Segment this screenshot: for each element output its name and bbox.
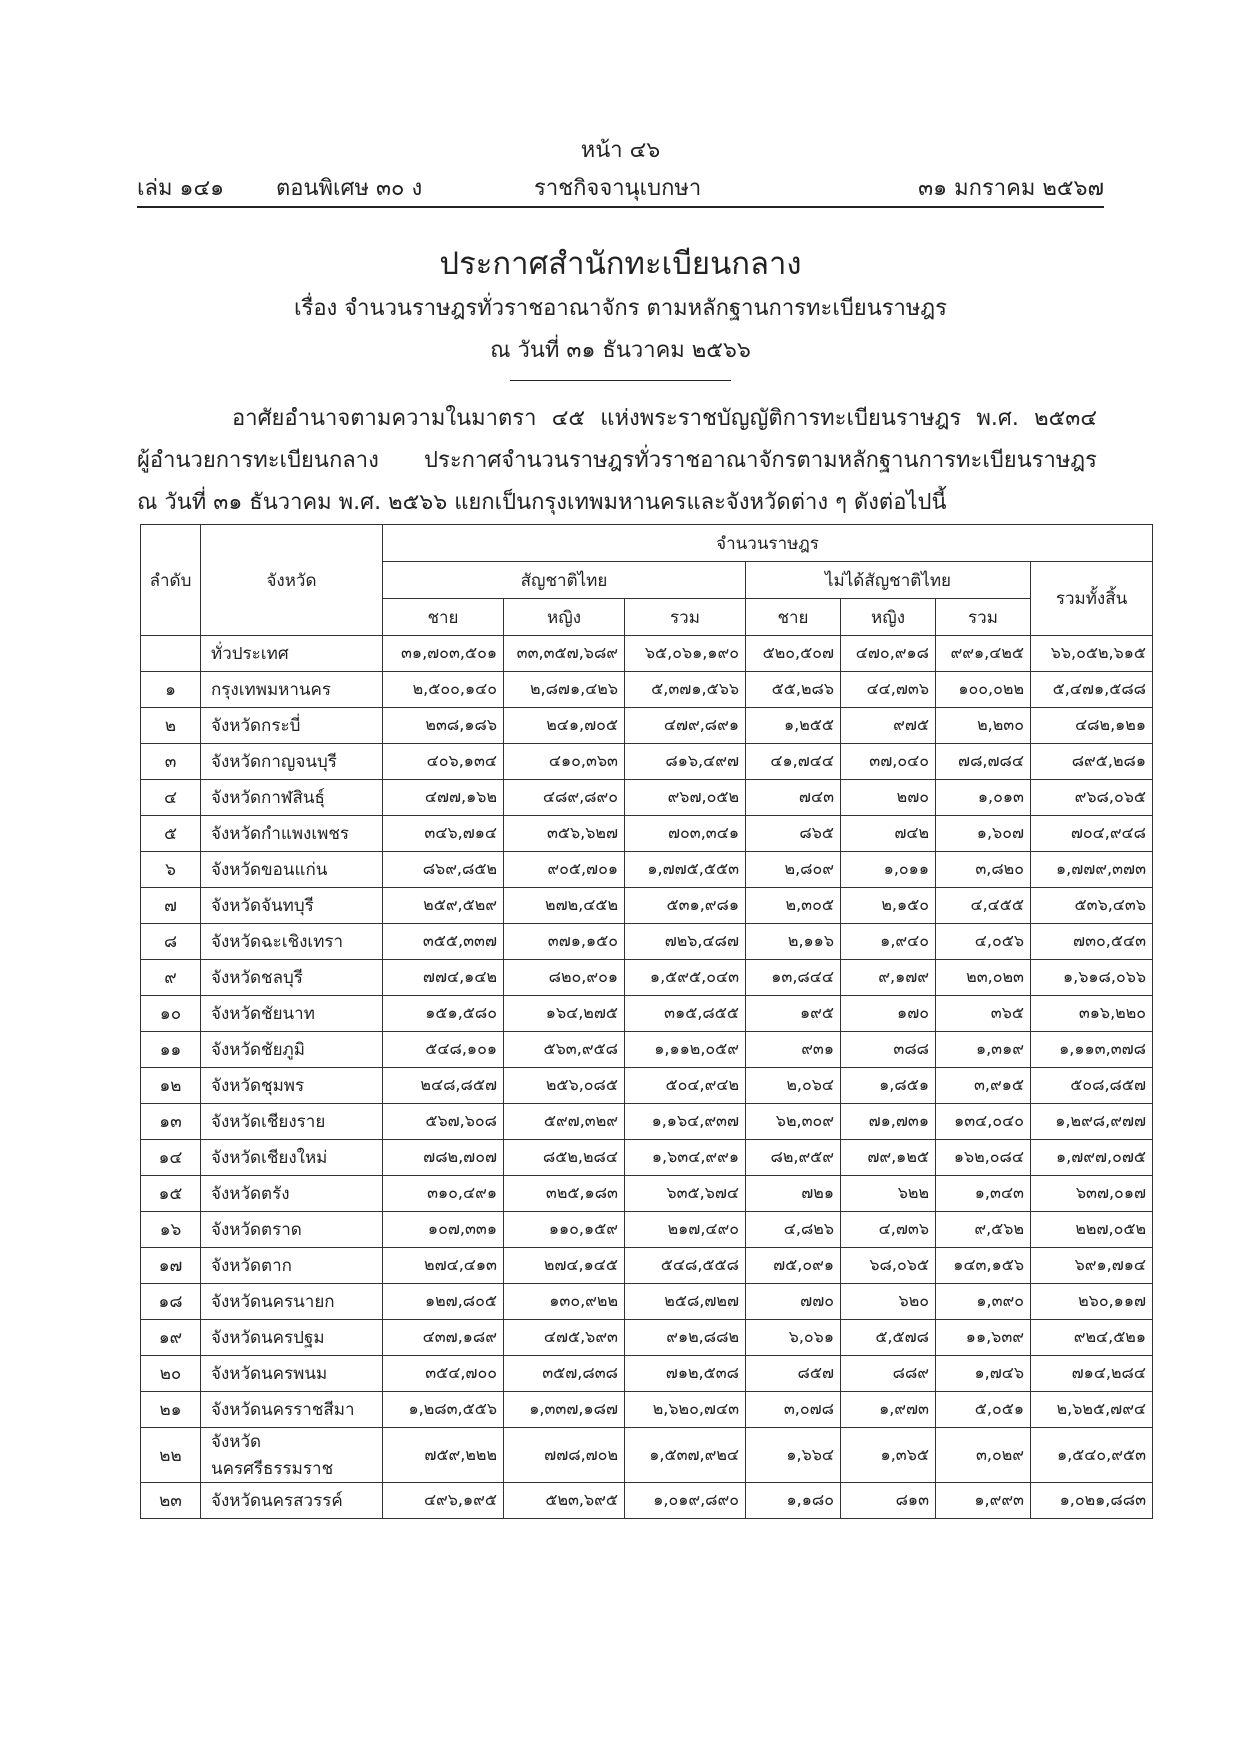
row-province: จังหวัดชัยภูมิ [201,1032,383,1068]
row-order: ๔ [141,780,201,816]
grand-total-cell: ๑,๗๗๙,๓๗๓ [1031,852,1153,888]
non-thai-male-cell: ๓,๐๗๘ [746,1392,841,1428]
non-thai-female-cell: ๑,๘๕๑ [841,1068,936,1104]
non-thai-female-cell: ๑,๓๖๕ [841,1428,936,1483]
non-thai-female-cell: ๙,๑๗๙ [841,960,936,996]
non-thai-female-cell: ๑,๐๑๑ [841,852,936,888]
row-order: ๑๖ [141,1212,201,1248]
row-order: ๗ [141,888,201,924]
non-thai-male-cell: ๙๓๑ [746,1032,841,1068]
row-province: กรุงเทพมหานคร [201,672,383,708]
thai-total-cell: ๕๓๑,๙๘๑ [625,888,746,924]
thai-male-cell: ๔๙๖,๑๙๕ [383,1483,504,1519]
thai-male-cell: ๒๓๘,๑๘๖ [383,708,504,744]
gazette-name: ราชกิจจานุเบกษา [534,176,702,201]
row-order: ๑๐ [141,996,201,1032]
thai-total-cell: ๗๒๖,๔๘๗ [625,924,746,960]
announcement-body [137,398,1097,524]
thai-male-cell: ๑,๒๘๓,๕๕๖ [383,1392,504,1428]
grand-total-cell: ๑,๐๒๑,๘๘๓ [1031,1483,1153,1519]
table-row [141,1320,1153,1356]
non-thai-male-cell: ๘๖๕ [746,816,841,852]
grand-total-cell: ๑,๕๔๐,๙๕๓ [1031,1428,1153,1483]
row-order [141,636,201,672]
non-thai-male-cell: ๗๔๓ [746,780,841,816]
thai-total-cell: ๗๑๒,๕๓๘ [625,1356,746,1392]
thai-male-cell: ๒๔๘,๘๕๗ [383,1068,504,1104]
header-province: จังหวัด [201,525,383,636]
announcement-date: ณ วันที่ ๓๑ ธันวาคม ๒๕๖๖ [490,338,751,363]
non-thai-male-cell: ๔๑,๗๔๔ [746,744,841,780]
grand-total-cell: ๑,๖๑๘,๐๖๖ [1031,960,1153,996]
table-row [141,1428,1153,1483]
non-thai-female-cell: ๙๗๕ [841,708,936,744]
non-thai-total-cell: ๔,๐๕๖ [936,924,1031,960]
non-thai-total-cell: ๙,๕๖๒ [936,1212,1031,1248]
row-province: จังหวัดตาก [201,1248,383,1284]
thai-male-cell: ๕๖๗,๖๐๘ [383,1104,504,1140]
thai-male-cell: ๘๖๙,๘๕๒ [383,852,504,888]
thai-male-cell: ๗๕๙,๒๒๒ [383,1428,504,1483]
grand-total-cell: ๓๑๖,๒๒๐ [1031,996,1153,1032]
row-order: ๑๙ [141,1320,201,1356]
table-row [141,1356,1153,1392]
header-non-thai-male: ชาย [746,599,841,636]
grand-total-cell: ๒๖๐,๑๑๗ [1031,1284,1153,1320]
table-row [141,1212,1153,1248]
header-thai: สัญชาติไทย [383,562,746,599]
population-table [140,524,1153,1519]
row-province: จังหวัดนครราชสีมา [201,1392,383,1428]
row-province: จังหวัดขอนแก่น [201,852,383,888]
thai-female-cell: ๗๗๘,๗๐๒ [504,1428,625,1483]
non-thai-total-cell: ๗๘,๗๘๔ [936,744,1031,780]
thai-female-cell: ๑๖๔,๒๗๕ [504,996,625,1032]
non-thai-total-cell: ๑,๙๙๓ [936,1483,1031,1519]
thai-total-cell: ๒,๖๒๐,๗๔๓ [625,1392,746,1428]
thai-female-cell: ๒๗๔,๑๔๕ [504,1248,625,1284]
grand-total-cell: ๙๒๔,๕๒๑ [1031,1320,1153,1356]
row-order: ๒๑ [141,1392,201,1428]
header-non-thai: ไม่ได้สัญชาติไทย [746,562,1031,599]
thai-total-cell: ๖๕,๐๖๑,๑๙๐ [625,636,746,672]
thai-total-cell: ๔๗๙,๘๙๑ [625,708,746,744]
thai-total-cell: ๖๓๕,๖๗๔ [625,1176,746,1212]
thai-female-cell: ๓๒๕,๑๘๓ [504,1176,625,1212]
thai-male-cell: ๓๑,๗๐๓,๕๐๑ [383,636,504,672]
row-order: ๑๘ [141,1284,201,1320]
thai-female-cell: ๑,๓๓๗,๑๘๗ [504,1392,625,1428]
thai-total-cell: ๗๐๓,๓๔๑ [625,816,746,852]
thai-male-cell: ๓๑๐,๔๙๑ [383,1176,504,1212]
row-order: ๑๗ [141,1248,201,1284]
grand-total-cell: ๒,๖๒๕,๗๙๔ [1031,1392,1153,1428]
table-row [141,636,1153,672]
header-thai-male: ชาย [383,599,504,636]
non-thai-female-cell: ๖๒๒ [841,1176,936,1212]
grand-total-cell: ๖๓๗,๐๑๗ [1031,1176,1153,1212]
non-thai-female-cell: ๗๑,๗๓๑ [841,1104,936,1140]
announcement-title: ประกาศสำนักทะเบียนกลาง [439,246,802,282]
table-row [141,1104,1153,1140]
non-thai-female-cell: ๓๗,๐๔๐ [841,744,936,780]
non-thai-female-cell: ๗๔๒ [841,816,936,852]
table-row [141,1068,1153,1104]
table-row [141,1248,1153,1284]
row-order: ๒ [141,708,201,744]
grand-total-cell: ๗๑๔,๒๘๔ [1031,1356,1153,1392]
thai-female-cell: ๘๕๒,๒๘๔ [504,1140,625,1176]
table-row [141,888,1153,924]
non-thai-female-cell: ๖๒๐ [841,1284,936,1320]
row-province: จังหวัดกาฬสินธุ์ [201,780,383,816]
non-thai-total-cell: ๑,๗๔๖ [936,1356,1031,1392]
thai-female-cell: ๑๓๐,๙๒๒ [504,1284,625,1320]
non-thai-female-cell: ๑๗๐ [841,996,936,1032]
row-order: ๑ [141,672,201,708]
row-province: จังหวัดเชียงราย [201,1104,383,1140]
thai-male-cell: ๔๓๗,๑๘๙ [383,1320,504,1356]
non-thai-male-cell: ๗๕,๐๙๑ [746,1248,841,1284]
row-order: ๙ [141,960,201,996]
row-order: ๒๐ [141,1356,201,1392]
non-thai-male-cell: ๔,๘๒๖ [746,1212,841,1248]
non-thai-total-cell: ๑๐๐,๐๒๒ [936,672,1031,708]
row-province: จังหวัดนครนายก [201,1284,383,1320]
row-order: ๘ [141,924,201,960]
body-line: อาศัยอำนาจตามความในมาตรา ๔๕ แห่งพระราชบัญญัติการทะเบียนราษฎร พ.ศ. ๒๕๓๔ [232,406,1097,431]
thai-male-cell: ๒๕๙,๕๒๙ [383,888,504,924]
non-thai-female-cell: ๗๙,๑๒๕ [841,1140,936,1176]
thai-male-cell: ๒,๕๐๐,๑๔๐ [383,672,504,708]
body-line: ผู้อำนวยการทะเบียนกลาง ประกาศจำนวนราษฎรทั่วราชอาณาจักรตามหลักฐานการทะเบียนราษฎร [137,448,1097,473]
thai-female-cell: ๓๗๑,๑๕๐ [504,924,625,960]
grand-total-cell: ๒๒๗,๐๕๒ [1031,1212,1153,1248]
thai-total-cell: ๑,๑๑๒,๐๕๙ [625,1032,746,1068]
thai-total-cell: ๑,๕๙๕,๐๔๓ [625,960,746,996]
thai-female-cell: ๙๐๕,๗๐๑ [504,852,625,888]
thai-female-cell: ๒๔๑,๗๐๕ [504,708,625,744]
table-row [141,744,1153,780]
thai-total-cell: ๙๑๒,๘๘๒ [625,1320,746,1356]
thai-female-cell: ๕๖๓,๙๕๘ [504,1032,625,1068]
header-divider [137,206,1104,208]
row-province: จังหวัดนครพนม [201,1356,383,1392]
non-thai-female-cell: ๒๗๐ [841,780,936,816]
body-line: ณ วันที่ ๓๑ ธันวาคม พ.ศ. ๒๕๖๖ แยกเป็นกรุงเทพมหานครและจังหวัดต่าง ๆ ดังต่อไปนี้ [137,490,947,515]
grand-total-cell: ๘๙๕,๒๘๑ [1031,744,1153,780]
thai-total-cell: ๙๖๗,๐๕๒ [625,780,746,816]
non-thai-female-cell: ๑,๙๗๓ [841,1392,936,1428]
header-population: จำนวนราษฎร [383,525,1153,562]
thai-female-cell: ๓๓,๓๕๗,๖๘๙ [504,636,625,672]
thai-female-cell: ๘๒๐,๙๐๑ [504,960,625,996]
thai-total-cell: ๓๑๕,๘๕๕ [625,996,746,1032]
grand-total-cell: ๑,๑๑๓,๓๗๘ [1031,1032,1153,1068]
non-thai-total-cell: ๑๓๔,๐๔๐ [936,1104,1031,1140]
table-row [141,1140,1153,1176]
thai-male-cell: ๓๕๔,๗๐๐ [383,1356,504,1392]
header-order: ลำดับ [141,525,201,636]
thai-male-cell: ๑๒๗,๘๐๕ [383,1284,504,1320]
non-thai-total-cell: ๑๔๓,๑๕๖ [936,1248,1031,1284]
table-row [141,672,1153,708]
non-thai-total-cell: ๑,๐๑๓ [936,780,1031,816]
table-row [141,1032,1153,1068]
non-thai-total-cell: ๑๖๒,๐๘๔ [936,1140,1031,1176]
row-order: ๒๒ [141,1428,201,1483]
thai-total-cell: ๒๕๘,๗๒๗ [625,1284,746,1320]
thai-female-cell: ๓๕๗,๘๓๘ [504,1356,625,1392]
header-non-thai-female: หญิง [841,599,936,636]
non-thai-male-cell: ๕๕,๒๘๖ [746,672,841,708]
table-row [141,780,1153,816]
row-order: ๑๓ [141,1104,201,1140]
gazette-section: ตอนพิเศษ ๓๐ ง [276,176,423,201]
thai-total-cell: ๕,๓๗๑,๕๖๖ [625,672,746,708]
non-thai-female-cell: ๔๗๐,๙๑๘ [841,636,936,672]
header-thai-total: รวม [625,599,746,636]
row-province: จังหวัดกระบี่ [201,708,383,744]
thai-total-cell: ๒๑๗,๔๙๐ [625,1212,746,1248]
grand-total-cell: ๗๐๔,๙๔๘ [1031,816,1153,852]
non-thai-female-cell: ๘๘๙ [841,1356,936,1392]
row-province: จังหวัดฉะเชิงเทรา [201,924,383,960]
thai-female-cell: ๔๑๐,๓๖๓ [504,744,625,780]
non-thai-total-cell: ๑,๖๐๗ [936,816,1031,852]
thai-male-cell: ๒๗๔,๔๑๓ [383,1248,504,1284]
row-province: ทั่วประเทศ [201,636,383,672]
non-thai-female-cell: ๔๔,๗๓๖ [841,672,936,708]
non-thai-male-cell: ๒,๓๐๕ [746,888,841,924]
grand-total-cell: ๑,๗๙๗,๐๗๕ [1031,1140,1153,1176]
thai-total-cell: ๑,๕๓๗,๙๒๔ [625,1428,746,1483]
non-thai-female-cell: ๔,๗๓๖ [841,1212,936,1248]
thai-male-cell: ๕๔๘,๑๐๑ [383,1032,504,1068]
thai-total-cell: ๑,๗๗๕,๕๕๓ [625,852,746,888]
non-thai-male-cell: ๗๗๐ [746,1284,841,1320]
non-thai-female-cell: ๕,๕๗๘ [841,1320,936,1356]
header-grand-total: รวมทั้งสิ้น [1031,562,1153,636]
non-thai-male-cell: ๕๒๐,๕๐๗ [746,636,841,672]
grand-total-cell: ๗๓๐,๕๔๓ [1031,924,1153,960]
row-order: ๒๓ [141,1483,201,1519]
row-order: ๑๒ [141,1068,201,1104]
table-row [141,1392,1153,1428]
thai-male-cell: ๓๔๖,๗๑๔ [383,816,504,852]
page-number: หน้า ๔๖ [580,138,661,163]
row-order: ๕ [141,816,201,852]
row-province: จังหวัดเชียงใหม่ [201,1140,383,1176]
row-province: จังหวัดนครปฐม [201,1320,383,1356]
non-thai-male-cell: ๑๓,๘๔๔ [746,960,841,996]
thai-male-cell: ๗๘๒,๗๐๗ [383,1140,504,1176]
table-row [141,852,1153,888]
non-thai-total-cell: ๔,๔๕๕ [936,888,1031,924]
thai-male-cell: ๔๗๗,๑๖๒ [383,780,504,816]
non-thai-female-cell: ๒,๑๕๐ [841,888,936,924]
non-thai-male-cell: ๗๒๑ [746,1176,841,1212]
non-thai-total-cell: ๙๙๑,๔๒๕ [936,636,1031,672]
thai-male-cell: ๔๐๖,๑๓๔ [383,744,504,780]
non-thai-female-cell: ๖๘,๐๖๕ [841,1248,936,1284]
non-thai-total-cell: ๑,๓๔๓ [936,1176,1031,1212]
non-thai-male-cell: ๑,๖๖๔ [746,1428,841,1483]
thai-female-cell: ๔๗๕,๖๙๓ [504,1320,625,1356]
non-thai-male-cell: ๘๒,๙๕๙ [746,1140,841,1176]
grand-total-cell: ๖๖,๐๕๒,๖๑๕ [1031,636,1153,672]
thai-total-cell: ๕๐๔,๙๔๒ [625,1068,746,1104]
thai-total-cell: ๘๑๖,๔๙๗ [625,744,746,780]
row-province: จังหวัดกาญจนบุรี [201,744,383,780]
grand-total-cell: ๔๘๒,๑๒๑ [1031,708,1153,744]
thai-total-cell: ๑,๑๖๔,๙๓๗ [625,1104,746,1140]
row-province: จังหวัดกำแพงเพชร [201,816,383,852]
non-thai-male-cell: ๘๕๗ [746,1356,841,1392]
thai-total-cell: ๑,๖๓๔,๙๙๑ [625,1140,746,1176]
grand-total-cell: ๖๙๑,๗๑๔ [1031,1248,1153,1284]
grand-total-cell: ๑,๒๙๘,๙๗๗ [1031,1104,1153,1140]
row-province: จังหวัดนครสวรรค์ [201,1483,383,1519]
thai-total-cell: ๕๔๘,๕๕๘ [625,1248,746,1284]
non-thai-male-cell: ๑,๑๘๐ [746,1483,841,1519]
non-thai-female-cell: ๘๑๓ [841,1483,936,1519]
non-thai-female-cell: ๓๘๘ [841,1032,936,1068]
announcement-subject: เรื่อง จำนวนราษฎรทั่วราชอาณาจักร ตามหลักฐานการทะเบียนราษฎร [294,296,947,321]
thai-male-cell: ๑๕๑,๕๘๐ [383,996,504,1032]
non-thai-male-cell: ๑๙๕ [746,996,841,1032]
grand-total-cell: ๕๓๖,๔๓๖ [1031,888,1153,924]
row-order: ๑๕ [141,1176,201,1212]
non-thai-total-cell: ๒,๒๓๐ [936,708,1031,744]
table-row [141,708,1153,744]
row-province: จังหวัดตราด [201,1212,383,1248]
row-province: จังหวัดชลบุรี [201,960,383,996]
table-row [141,1176,1153,1212]
non-thai-male-cell: ๒,๘๐๙ [746,852,841,888]
table-row [141,1483,1153,1519]
grand-total-cell: ๕๐๘,๘๕๗ [1031,1068,1153,1104]
row-province: จังหวัดนครศรีธรรมราช [201,1428,383,1483]
non-thai-total-cell: ๑,๓๙๐ [936,1284,1031,1320]
thai-female-cell: ๕๒๓,๖๙๕ [504,1483,625,1519]
thai-female-cell: ๕๙๗,๓๒๙ [504,1104,625,1140]
non-thai-male-cell: ๖๒,๓๐๙ [746,1104,841,1140]
non-thai-total-cell: ๑๑,๖๓๙ [936,1320,1031,1356]
gazette-volume: เล่ม ๑๔๑ [137,176,225,201]
non-thai-male-cell: ๒,๑๑๖ [746,924,841,960]
row-order: ๑๑ [141,1032,201,1068]
thai-female-cell: ๓๕๖,๖๒๗ [504,816,625,852]
thai-male-cell: ๗๗๔,๑๔๒ [383,960,504,996]
row-province: จังหวัดจันทบุรี [201,888,383,924]
title-divider [510,380,731,381]
non-thai-total-cell: ๓,๙๑๕ [936,1068,1031,1104]
gazette-date: ๓๑ มกราคม ๒๕๖๗ [918,176,1104,201]
thai-female-cell: ๔๘๙,๘๙๐ [504,780,625,816]
non-thai-total-cell: ๑,๓๑๙ [936,1032,1031,1068]
table-row [141,960,1153,996]
row-province: จังหวัดชัยนาท [201,996,383,1032]
row-order: ๑๔ [141,1140,201,1176]
non-thai-male-cell: ๖,๐๖๑ [746,1320,841,1356]
row-order: ๓ [141,744,201,780]
row-province: จังหวัดชุมพร [201,1068,383,1104]
thai-female-cell: ๑๑๐,๑๕๙ [504,1212,625,1248]
header-thai-female: หญิง [504,599,625,636]
non-thai-total-cell: ๓,๘๒๐ [936,852,1031,888]
thai-male-cell: ๑๐๗,๓๓๑ [383,1212,504,1248]
thai-female-cell: ๒,๘๗๑,๔๒๖ [504,672,625,708]
non-thai-male-cell: ๑,๒๕๕ [746,708,841,744]
grand-total-cell: ๙๖๘,๐๖๕ [1031,780,1153,816]
grand-total-cell: ๕,๔๗๑,๕๘๘ [1031,672,1153,708]
non-thai-total-cell: ๕,๐๕๑ [936,1392,1031,1428]
table-row [141,1284,1153,1320]
non-thai-male-cell: ๒,๐๖๔ [746,1068,841,1104]
row-province: จังหวัดตรัง [201,1176,383,1212]
table-row [141,996,1153,1032]
header-non-thai-total: รวม [936,599,1031,636]
thai-female-cell: ๒๕๖,๐๘๕ [504,1068,625,1104]
non-thai-total-cell: ๓๖๕ [936,996,1031,1032]
table-row [141,924,1153,960]
non-thai-female-cell: ๑,๙๔๐ [841,924,936,960]
non-thai-total-cell: ๓,๐๒๙ [936,1428,1031,1483]
thai-female-cell: ๒๗๒,๔๕๒ [504,888,625,924]
table-row [141,816,1153,852]
thai-total-cell: ๑,๐๑๙,๘๙๐ [625,1483,746,1519]
row-order: ๖ [141,852,201,888]
non-thai-total-cell: ๒๓,๐๒๓ [936,960,1031,996]
thai-male-cell: ๓๕๕,๓๓๗ [383,924,504,960]
